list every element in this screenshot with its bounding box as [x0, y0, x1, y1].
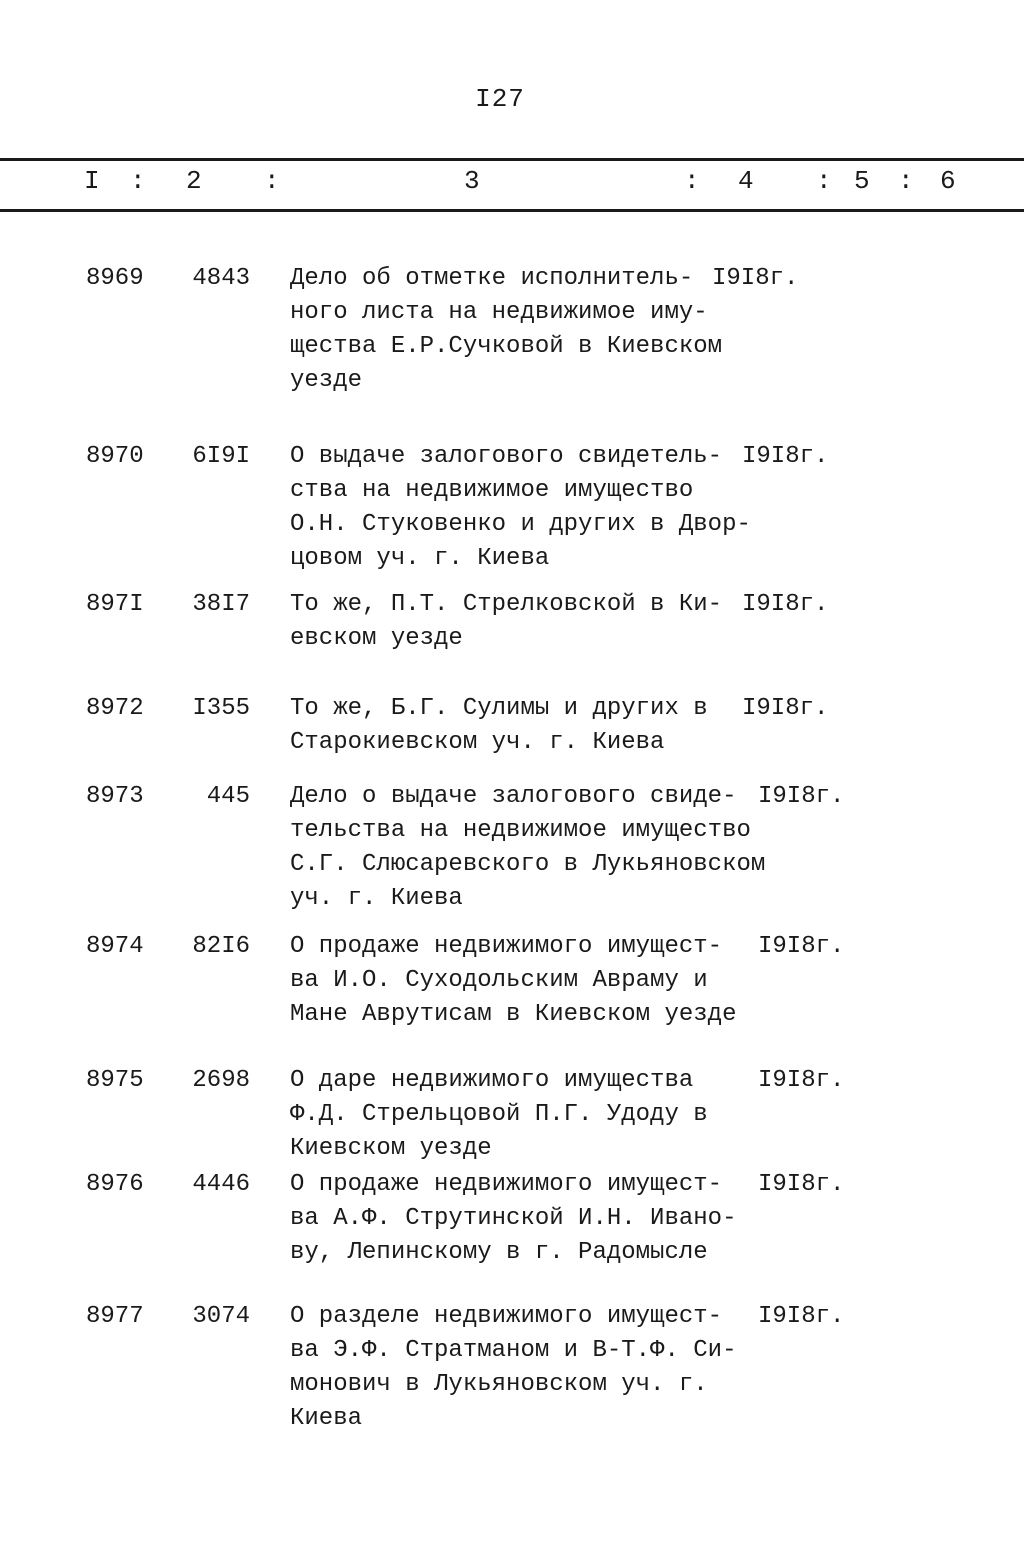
record-fund: 445 [206, 783, 250, 810]
record-fund: 38I7 [192, 591, 250, 618]
header-bottom-rule [0, 209, 1024, 212]
record-title-line: монович в Лукьяновском уч. г. [290, 1371, 708, 1398]
record-title [290, 1168, 750, 1270]
record-fund: 4843 [192, 265, 250, 292]
record-year: I9I8г. [742, 443, 829, 470]
record-year: I9I8г. [758, 783, 845, 810]
record-year: I9I8г. [712, 265, 799, 292]
record-title-line: Киевском уезде [290, 1135, 492, 1162]
record-title-line: евском уезде [290, 625, 463, 652]
record-fund: 82I6 [192, 933, 250, 960]
record-number: 8974 [86, 933, 144, 960]
record-title-line: То же, Б.Г. Сулимы и других в [290, 695, 708, 722]
column-separator: : [130, 166, 146, 196]
record-year: I9I8г. [758, 1303, 845, 1330]
record-title-line: ва И.О. Суходольским Авраму и [290, 967, 708, 994]
record-number: 897I [86, 591, 144, 618]
column-header-6: 6 [940, 166, 956, 196]
record-year: I9I8г. [758, 1171, 845, 1198]
record-title-line: О даре недвижимого имущества [290, 1067, 694, 1094]
record-title-line: Ф.Д. Стрельцовой П.Г. Удоду в [290, 1101, 708, 1128]
record-title-line: С.Г. Слюсаревского в Лукьяновском [290, 851, 766, 878]
record-fund: 4446 [192, 1171, 250, 1198]
record-title [290, 1064, 750, 1166]
record-year: I9I8г. [742, 591, 829, 618]
record-number: 8973 [86, 783, 144, 810]
column-separator: : [816, 166, 832, 196]
record-number: 8972 [86, 695, 144, 722]
record-year: I9I8г. [758, 933, 845, 960]
record-title-line: цовом уч. г. Киева [290, 545, 550, 572]
record-title [290, 930, 750, 1032]
column-header-5: 5 [854, 166, 870, 196]
record-title-line: Старокиевском уч. г. Киева [290, 729, 665, 756]
column-header-4: 4 [738, 166, 754, 196]
record-title-line: О продаже недвижимого имущест- [290, 1171, 723, 1198]
record-title-line: тельства на недвижимое имущество [290, 817, 751, 844]
column-separator: : [264, 166, 280, 196]
column-header-1: I [84, 166, 100, 196]
header-top-rule [0, 158, 1024, 161]
record-year: I9I8г. [758, 1067, 845, 1094]
record-number: 8970 [86, 443, 144, 470]
record-year: I9I8г. [742, 695, 829, 722]
page-number: I27 [475, 84, 525, 114]
record-fund: 3074 [192, 1303, 250, 1330]
record-title-line: О продаже недвижимого имущест- [290, 933, 723, 960]
record-title-line: ства на недвижимое имущество [290, 477, 694, 504]
column-header-3: 3 [464, 166, 480, 196]
record-title [290, 440, 750, 576]
record-number: 8977 [86, 1303, 144, 1330]
record-title [290, 692, 750, 760]
record-fund: 6I9I [192, 443, 250, 470]
record-title [290, 588, 750, 656]
column-separator: : [898, 166, 914, 196]
record-title-line: щества Е.Р.Сучковой в Киевском [290, 333, 723, 360]
record-fund: 2698 [192, 1067, 250, 1094]
record-title-line: Дело об отметке исполнитель- [290, 265, 694, 292]
record-title-line: О разделе недвижимого имущест- [290, 1303, 723, 1330]
record-title-line: уезде [290, 367, 363, 394]
record-fund: I355 [192, 695, 250, 722]
record-title [290, 262, 750, 398]
column-separator: : [684, 166, 700, 196]
record-title-line: То же, П.Т. Стрелковской в Ки- [290, 591, 723, 618]
record-title [290, 780, 766, 916]
record-number: 8976 [86, 1171, 144, 1198]
record-title-line: О выдаче залогового свидетель- [290, 443, 723, 470]
record-number: 8969 [86, 265, 144, 292]
record-title-line: ву, Лепинскому в г. Радомысле [290, 1239, 708, 1266]
column-header-row [0, 166, 1024, 202]
record-title-line: ва А.Ф. Струтинской И.Н. Ивано- [290, 1205, 737, 1232]
record-title [290, 1300, 750, 1436]
record-title-line: ного листа на недвижимое иму- [290, 299, 708, 326]
record-title-line: уч. г. Киева [290, 885, 463, 912]
record-title-line: Мане Аврутисам в Киевском уезде [290, 1001, 737, 1028]
record-title-line: ва Э.Ф. Стратманом и В-Т.Ф. Си- [290, 1337, 737, 1364]
record-title-line: Киева [290, 1405, 363, 1432]
record-title-line: Дело о выдаче залогового свиде- [290, 783, 737, 810]
column-header-2: 2 [186, 166, 202, 196]
record-number: 8975 [86, 1067, 144, 1094]
record-title-line: О.Н. Стуковенко и других в Двор- [290, 511, 751, 538]
